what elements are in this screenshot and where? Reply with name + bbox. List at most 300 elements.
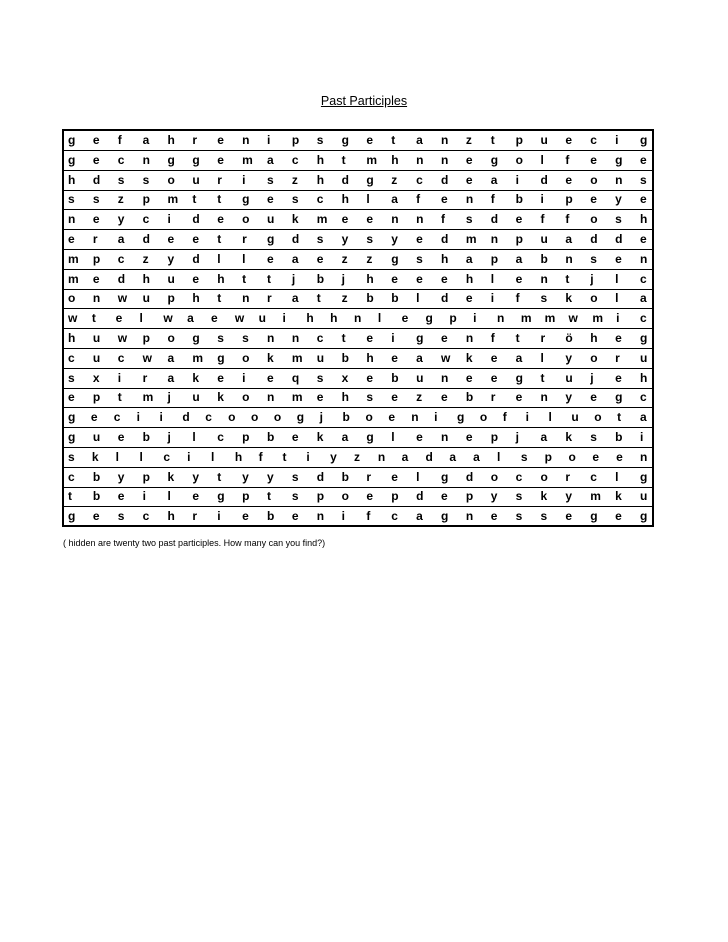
grid-letter: n [441, 133, 449, 147]
grid-letter: e [192, 232, 200, 246]
grid-letter: o [479, 410, 488, 425]
grid-letter: u [142, 291, 150, 306]
grid-letter: g [490, 152, 499, 167]
grid-letter: g [167, 152, 175, 167]
grid-letter: b [465, 390, 474, 405]
grid-letter: m [366, 152, 378, 167]
grid-letter: g [266, 232, 275, 246]
grid-letter: s [515, 509, 523, 524]
grid-letter: j [167, 430, 171, 444]
grid-letter: s [117, 509, 125, 524]
grid-letter: p [242, 430, 250, 444]
grid-letter: g [68, 509, 76, 524]
grid-letter: e [590, 390, 597, 405]
grid-letter: g [192, 331, 200, 345]
grid-letter: g [192, 152, 200, 167]
grid-letter: g [615, 390, 623, 405]
grid-letter: e [92, 133, 100, 147]
grid-letter: h [341, 192, 349, 207]
grid-letter: u [640, 489, 648, 504]
grid-letter: f [490, 331, 495, 345]
grid-letter: a [490, 172, 498, 187]
grid-letter: k [316, 430, 324, 444]
grid-letter: a [187, 311, 194, 326]
grid-letter: d [441, 172, 449, 187]
grid-letter: s [540, 291, 548, 306]
grid-letter: d [540, 172, 548, 187]
grid-letter: p [465, 489, 474, 504]
grid-letter: o [590, 212, 598, 227]
grid-letter: b [266, 509, 275, 524]
grid-letter: b [391, 370, 399, 385]
grid-letter: a [515, 350, 523, 365]
grid-letter: k [565, 430, 573, 444]
grid-letter: e [465, 152, 473, 167]
grid-letter: e [515, 271, 523, 286]
grid-letter: n [640, 449, 648, 464]
grid-letter: e [266, 370, 274, 385]
grid-letter: c [515, 469, 523, 484]
grid-letter: g [416, 331, 424, 345]
grid-letter: f [540, 212, 545, 227]
grid-letter: o [341, 489, 349, 504]
grid-letter: i [306, 449, 310, 464]
grid-letter: b [266, 430, 275, 444]
grid-letter: t [515, 331, 520, 345]
grid-letter: p [316, 489, 325, 504]
grid-letter: e [465, 370, 473, 385]
grid-letter: t [217, 291, 222, 306]
grid-letter: y [341, 232, 349, 246]
grid-letter: e [490, 370, 498, 385]
grid-letter: g [640, 133, 648, 147]
grid-letter: c [68, 350, 75, 365]
grid-letter: e [217, 133, 224, 147]
grid-letter: e [366, 489, 374, 504]
grid-letter: w [234, 311, 245, 326]
grid-letter: g [425, 311, 433, 326]
grid-letter: y [565, 390, 573, 405]
grid-letter: t [565, 271, 570, 286]
grid-letter: e [441, 331, 448, 345]
grid-letter: e [266, 192, 274, 207]
grid-letter: k [465, 350, 473, 365]
grid-letter: c [117, 152, 125, 167]
grid-letter: e [92, 271, 100, 286]
grid-letter: e [366, 331, 374, 345]
grid-letter: l [377, 311, 382, 326]
grid-letter: j [590, 370, 594, 385]
grid-letter: l [242, 251, 246, 266]
grid-letter: h [192, 291, 200, 306]
grid-letter: m [544, 311, 556, 326]
grid-letter: e [341, 212, 349, 227]
grid-letter: d [465, 469, 474, 484]
grid-letter: g [242, 192, 250, 207]
grid-letter: e [490, 509, 498, 524]
grid-row [64, 151, 652, 171]
grid-letter: o [515, 152, 523, 167]
grid-letter: l [540, 152, 544, 167]
grid-letter: a [565, 232, 573, 246]
grid-letter: i [616, 311, 620, 326]
grid-letter: m [142, 390, 154, 405]
grid-letter: f [515, 291, 520, 306]
grid-letter: l [416, 469, 420, 484]
grid-letter: t [192, 192, 197, 207]
grid-letter: p [565, 192, 573, 207]
grid-letter: j [167, 390, 171, 405]
grid-letter: d [490, 212, 499, 227]
grid-letter: e [416, 271, 423, 286]
grid-row [64, 468, 652, 488]
grid-letter: m [291, 390, 303, 405]
grid-letter: i [117, 370, 122, 385]
grid-letter: t [490, 133, 495, 147]
grid-letter: z [391, 172, 398, 187]
grid-letter: n [266, 390, 275, 405]
grid-letter: e [615, 370, 622, 385]
grid-letter: h [306, 311, 314, 326]
grid-letter: g [68, 410, 76, 425]
grid-letter: o [251, 410, 259, 425]
grid-letter: u [192, 390, 200, 405]
grid-letter: i [266, 133, 271, 147]
grid-letter: o [365, 410, 373, 425]
grid-letter: b [342, 410, 350, 425]
grid-letter: m [465, 232, 477, 246]
grid-letter: o [590, 350, 598, 365]
grid-letter: n [565, 251, 573, 266]
grid-letter: s [92, 192, 100, 207]
grid-letter: p [242, 489, 250, 504]
grid-letter: n [540, 390, 548, 405]
grid-letter: e [590, 192, 597, 207]
grid-letter: i [282, 311, 286, 326]
grid-letter: h [366, 271, 374, 286]
grid-letter: n [465, 509, 474, 524]
grid-letter: s [291, 489, 299, 504]
grid-letter: f [117, 133, 122, 147]
grid-letter: g [68, 133, 76, 147]
grid-letter: y [565, 350, 573, 365]
grid-letter: i [525, 410, 529, 425]
grid-letter: r [142, 370, 148, 385]
grid-letter: i [615, 133, 619, 147]
grid-letter: p [490, 251, 499, 266]
grid-letter: i [341, 509, 345, 524]
grid-letter: t [68, 489, 72, 504]
grid-letter: e [616, 449, 623, 464]
grid-letter: e [391, 271, 398, 286]
grid-letter: d [441, 291, 449, 306]
grid-letter: h [640, 370, 648, 385]
grid-letter: z [366, 251, 373, 266]
grid-letter: e [441, 390, 448, 405]
grid-letter: l [615, 271, 619, 286]
grid-letter: g [441, 469, 449, 484]
grid-letter: p [544, 449, 552, 464]
grid-letter: f [490, 192, 495, 207]
grid-letter: e [92, 212, 100, 227]
grid-letter: s [465, 212, 473, 227]
grid-letter: a [515, 251, 523, 266]
grid-letter: r [192, 133, 198, 147]
grid-row [64, 309, 652, 329]
grid-letter: c [117, 350, 125, 365]
grid-letter: z [465, 133, 472, 147]
grid-letter: l [615, 469, 619, 484]
grid-letter: n [291, 331, 300, 345]
grid-letter: e [640, 192, 647, 207]
grid-letter: s [520, 449, 528, 464]
grid-letter: l [490, 271, 495, 286]
grid-letter: t [540, 370, 545, 385]
grid-letter: s [217, 331, 224, 345]
grid-letter: b [142, 430, 150, 444]
grid-letter: e [115, 311, 123, 326]
grid-letter: p [449, 311, 457, 326]
grid-letter: n [242, 291, 250, 306]
grid-letter: c [68, 469, 75, 484]
grid-letter: w [441, 350, 451, 365]
grid-letter: d [117, 271, 126, 286]
grid-letter: u [266, 212, 275, 227]
grid-letter: j [590, 271, 594, 286]
grid-letter: r [615, 350, 620, 365]
grid-letter: c [316, 331, 324, 345]
grid-letter: t [266, 271, 271, 286]
grid-letter: s [291, 469, 299, 484]
grid-letter: e [416, 430, 423, 444]
grid-letter: i [159, 410, 163, 425]
grid-letter: a [291, 251, 299, 266]
grid-letter: b [540, 251, 548, 266]
grid-letter: m [520, 311, 532, 326]
grid-letter: p [515, 232, 523, 246]
grid-letter: e [366, 133, 374, 147]
grid-letter: p [391, 489, 399, 504]
grid-letter: d [192, 212, 200, 227]
grid-letter: o [68, 291, 76, 306]
grid-letter: u [571, 410, 579, 425]
grid-letter: g [366, 430, 374, 444]
grid-letter: c [391, 509, 398, 524]
grid-letter: f [441, 212, 446, 227]
grid-letter: g [341, 133, 349, 147]
grid-letter: g [441, 509, 449, 524]
grid-letter: e [117, 430, 125, 444]
grid-letter: f [366, 509, 371, 524]
grid-letter: j [319, 410, 324, 425]
grid-letter: w [142, 350, 152, 365]
grid-letter: s [68, 192, 75, 207]
grid-letter: b [391, 291, 399, 306]
grid-letter: y [167, 251, 175, 266]
grid-letter: d [416, 489, 424, 504]
grid-letter: r [266, 291, 272, 306]
grid-letter: i [242, 370, 246, 385]
grid-letter: e [391, 350, 398, 365]
grid-letter: c [291, 152, 299, 167]
grid-letter: d [192, 251, 200, 266]
grid-letter: o [490, 469, 499, 484]
grid-letter: s [291, 192, 299, 207]
grid-letter: e [366, 370, 374, 385]
grid-letter: b [366, 291, 374, 306]
grid-letter: h [316, 172, 325, 187]
grid-letter: t [341, 331, 346, 345]
grid-letter: h [640, 212, 648, 227]
grid-letter: f [416, 192, 421, 207]
grid-letter: n [416, 212, 424, 227]
grid-letter: f [565, 152, 570, 167]
grid-letter: z [354, 449, 360, 464]
grid-letter: e [242, 509, 249, 524]
grid-letter: e [565, 509, 573, 524]
grid-letter: f [565, 212, 570, 227]
grid-letter: w [117, 291, 128, 306]
grid-letter: i [217, 509, 221, 524]
grid-letter: e [92, 152, 100, 167]
grid-letter: s [117, 172, 125, 187]
grid-letter: l [139, 449, 143, 464]
grid-letter: t [341, 152, 346, 167]
grid-letter: b [615, 430, 623, 444]
grid-letter: a [416, 509, 423, 524]
grid-letter: k [217, 390, 224, 405]
grid-letter: w [163, 311, 173, 326]
grid-letter: u [416, 370, 424, 385]
grid-letter: p [167, 291, 175, 306]
grid-letter: c [117, 251, 125, 266]
grid-letter: l [139, 311, 143, 326]
grid-letter: o [590, 172, 598, 187]
grid-row [64, 289, 652, 309]
grid-letter: c [640, 311, 647, 326]
grid-letter: b [316, 271, 325, 286]
grid-letter: r [242, 232, 247, 246]
grid-letter: s [68, 370, 75, 385]
grid-letter: a [117, 232, 125, 246]
grid-letter: s [366, 390, 374, 405]
grid-letter: t [266, 489, 271, 504]
grid-letter: o [242, 212, 250, 227]
grid-letter: s [316, 370, 324, 385]
grid-letter: i [490, 291, 495, 306]
grid-letter: u [565, 370, 573, 385]
grid-letter: s [68, 449, 75, 464]
grid-letter: s [416, 251, 423, 266]
grid-letter: e [211, 311, 218, 326]
grid-letter: h [142, 271, 150, 286]
grid-letter: r [490, 390, 496, 405]
grid-letter: e [515, 212, 523, 227]
grid-letter: u [92, 331, 101, 345]
grid-letter: u [258, 311, 266, 326]
grid-letter: t [117, 390, 122, 405]
grid-letter: l [211, 449, 215, 464]
grid-letter: i [167, 212, 171, 227]
grid-letter: i [515, 172, 519, 187]
grid-letter: m [242, 152, 253, 167]
grid-letter: p [142, 192, 150, 207]
grid-letter: n [316, 509, 325, 524]
grid-letter: n [441, 152, 449, 167]
grid-letter: s [316, 232, 324, 246]
grid-letter: n [640, 251, 648, 266]
grid-letter: g [590, 509, 598, 524]
grid-letter: d [92, 172, 101, 187]
grid-letter: l [366, 192, 370, 207]
grid-letter: e [465, 172, 473, 187]
grid-letter: d [441, 232, 449, 246]
grid-letter: i [187, 449, 191, 464]
grid-letter: i [142, 489, 146, 504]
grid-letter: g [640, 331, 648, 345]
grid-letter: g [68, 430, 76, 444]
grid-letter: g [615, 152, 623, 167]
grid-letter: c [163, 449, 171, 464]
grid-letter: e [291, 430, 299, 444]
grid-letter: p [291, 133, 300, 147]
grid-letter: e [465, 430, 473, 444]
grid-letter: a [401, 449, 409, 464]
grid-letter: f [502, 410, 507, 425]
grid-row [64, 349, 652, 369]
grid-letter: e [615, 251, 622, 266]
grid-letter: f [258, 449, 263, 464]
grid-letter: c [640, 390, 647, 405]
grid-letter: e [416, 232, 423, 246]
grid-letter: e [316, 251, 324, 266]
grid-letter: e [291, 509, 299, 524]
grid-letter: e [615, 331, 622, 345]
grid-letter: n [142, 152, 150, 167]
grid-letter: g [68, 152, 76, 167]
grid-letter: h [341, 390, 349, 405]
grid-letter: a [341, 430, 349, 444]
grid-letter: e [515, 390, 523, 405]
grid-letter: j [515, 430, 519, 444]
grid-letter: g [366, 172, 374, 187]
grid-letter: y [391, 232, 398, 246]
grid-letter: w [568, 311, 578, 326]
grid-letter: g [296, 410, 305, 425]
grid-letter: p [92, 390, 101, 405]
grid-letter: c [217, 430, 224, 444]
grid-row [64, 487, 652, 507]
grid-letter: i [391, 331, 395, 345]
grid-letter: d [590, 232, 598, 246]
grid-letter: e [217, 152, 224, 167]
grid-letter: e [391, 390, 398, 405]
grid-letter: k [91, 449, 99, 464]
grid-letter: i [640, 430, 644, 444]
grid-letter: m [192, 350, 204, 365]
grid-letter: r [540, 331, 546, 345]
grid-letter: o [273, 410, 282, 425]
grid-letter: s [590, 251, 597, 266]
grid-letter: r [217, 172, 222, 187]
grid-row [64, 428, 652, 448]
grid-letter: e [167, 232, 175, 246]
grid-letter: e [92, 509, 100, 524]
grid-letter: l [391, 430, 395, 444]
grid-letter: k [291, 212, 299, 227]
grid-row [64, 408, 652, 428]
grid-row [64, 388, 652, 408]
